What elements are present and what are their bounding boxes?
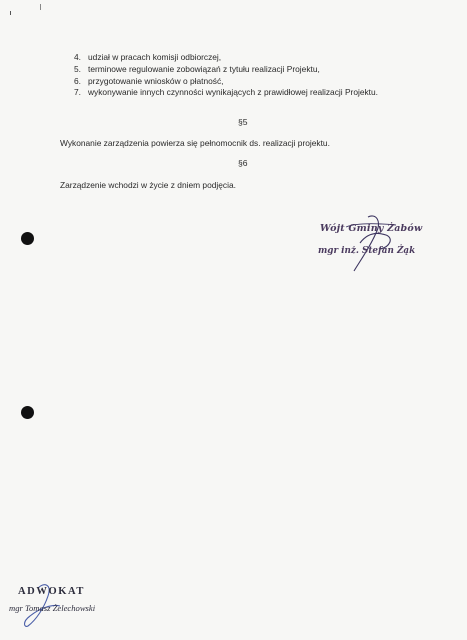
punch-hole [21,406,34,419]
advocate-title: ADWOKAT [18,586,86,597]
section-6-mark: §6 [238,158,248,168]
section-6-text: Zarządzenie wchodzi w życie z dniem podjęcia. [60,180,236,190]
scan-mark [40,4,41,10]
duties-list [74,52,378,99]
section-5-text: Wykonanie zarządzenia powierza się pełnomocnik ds. realizacji projektu. [60,138,330,148]
list-item: 7. wykonywanie innych czynności wynikających z prawidłowej realizacji Projektu. [74,87,378,98]
scan-mark [10,11,11,15]
list-item: 5. terminowe regulowanie zobowiązań z tytułu realizacji Projektu, [74,63,320,74]
punch-hole [21,232,34,245]
stamp-line-1: Wójt Gminy Żabów [320,223,423,234]
list-item: 6. przygotowanie wniosków o płatność, [74,75,224,86]
section-5-mark: §5 [238,117,248,127]
stamp-line-2: mgr inż. Stefan Żąk [318,246,416,256]
advocate-name: mgr Tomasz Żelechowski [9,603,96,613]
list-item: 4. udział w pracach komisji odbiorczej, [74,52,222,62]
